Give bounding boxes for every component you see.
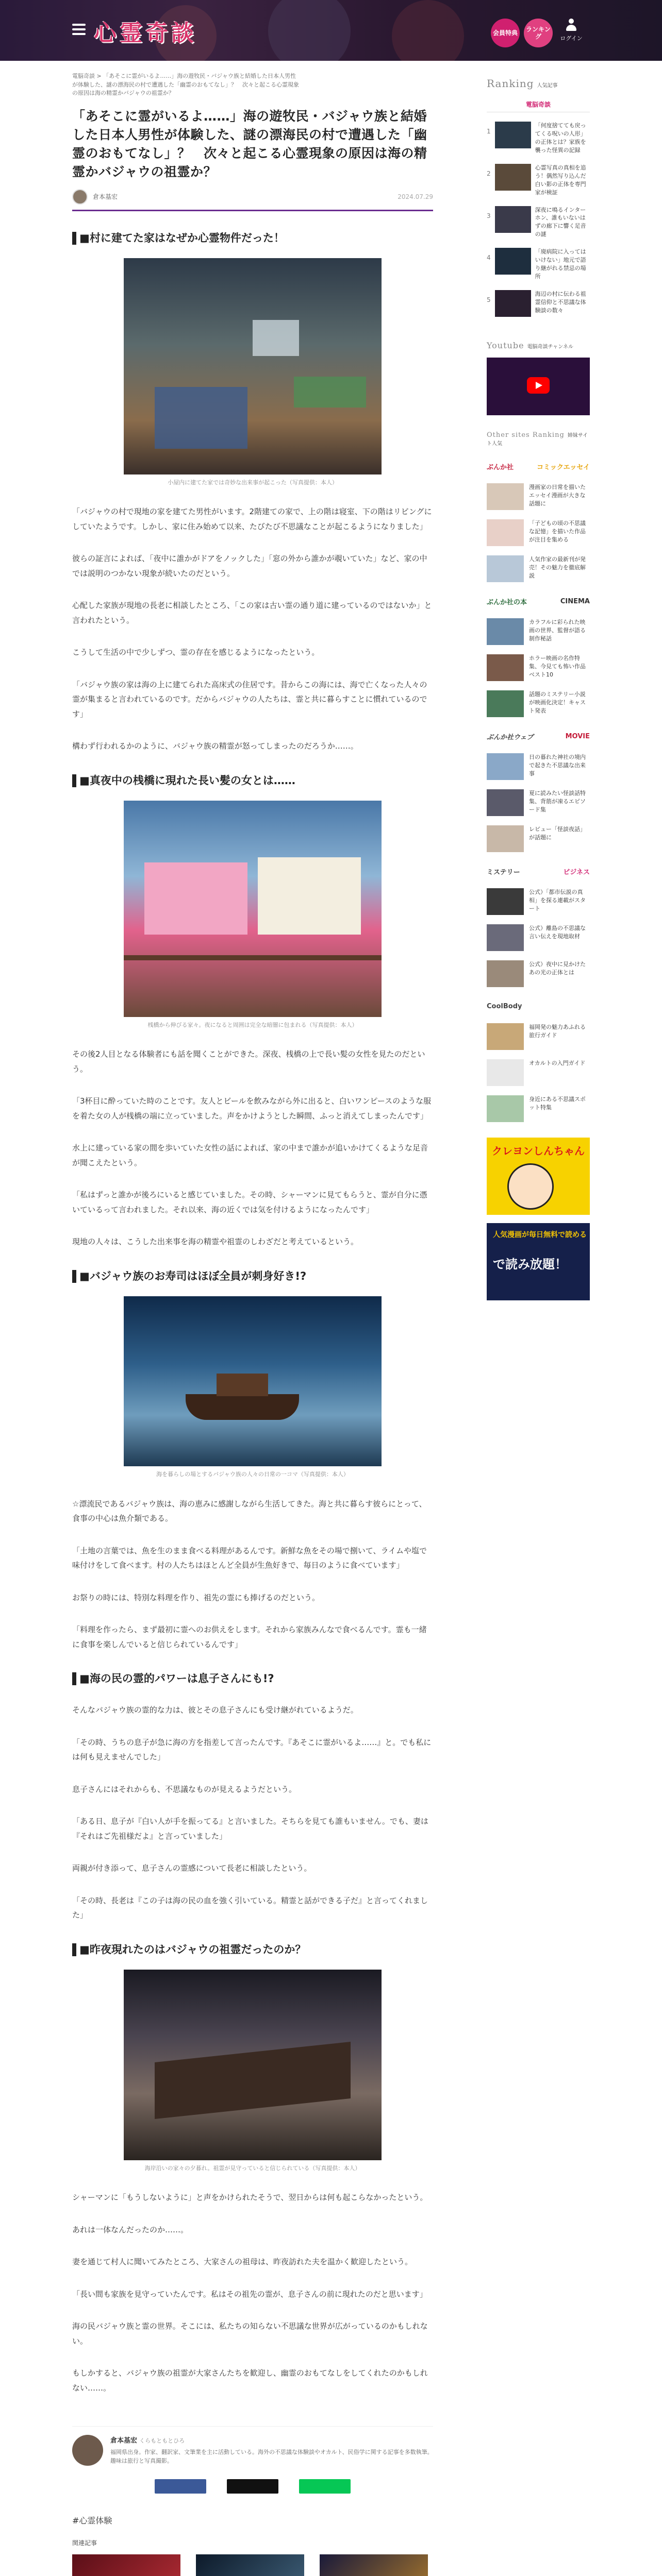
other-title: オカルトの入門ガイド bbox=[529, 1060, 586, 1066]
article-title: 「あそこに霊がいるよ……」海の遊牧民・バジャウ族と結婚した日本人男性が体験した、謎の漂海民の村で遭遇した「幽霊のおもてなし」？ 次々と起こる心霊現象の原因は海の精霊かバジャウの祖霊か？ bbox=[72, 108, 427, 180]
other-thumbnail bbox=[487, 1095, 524, 1122]
rank-number: 4 bbox=[487, 254, 491, 262]
ranking-thumbnail bbox=[495, 290, 531, 317]
paragraph: 「その時、うちの息子が急に海の方を指差して言ったんです。『あそこに霊がいるよ……』と。でも私には何も見えませんでした」 bbox=[72, 1737, 432, 1762]
x-share-button[interactable] bbox=[227, 2479, 278, 2494]
other-thumbnail bbox=[487, 555, 524, 582]
other-thumbnail bbox=[487, 825, 524, 852]
author-name[interactable]: 倉本基宏 bbox=[93, 193, 118, 200]
advertisement-banner[interactable] bbox=[487, 1138, 590, 1215]
line-share-button[interactable] bbox=[299, 2479, 351, 2494]
youtube-subtitle: 電脳奇談チャンネル bbox=[527, 344, 573, 350]
other-title: 公式）離島の不思議な言い伝えを現地取材 bbox=[529, 925, 586, 940]
ranking-item[interactable] bbox=[487, 206, 590, 239]
author-box-name[interactable]: 倉本基宏 bbox=[110, 2437, 138, 2445]
section-heading: ■真夜中の桟橋に現れた長い髪の女とは…… bbox=[72, 774, 433, 787]
ranking-title: Ranking bbox=[487, 77, 534, 90]
paragraph: こうして生活の中で少しずつ、霊の存在を感じるようになったという。 bbox=[72, 648, 320, 657]
paragraph: ☆漂流民であるバジャウ族は、海の恵みに感謝しながら生活してきた。海と共に暮らす彼らにとって、食事の中心は魚介類である。 bbox=[72, 1499, 427, 1523]
login-label: ログイン bbox=[560, 35, 583, 42]
partner-logo[interactable]: コミックエッセイ bbox=[537, 463, 590, 471]
other-site-item[interactable] bbox=[487, 888, 590, 915]
publish-date: 2024.07.29 bbox=[398, 193, 433, 200]
other-site-item[interactable] bbox=[487, 753, 590, 780]
rank-number: 2 bbox=[487, 170, 491, 177]
paragraph: 「私はずっと誰かが後ろにいると感じていました。その時、シャーマンに見てもらうと、霊が自分に憑いているって言われました。それ以来、海の近くでは気を付けるようになったんです」 bbox=[72, 1190, 427, 1214]
youtube-embed[interactable] bbox=[487, 358, 590, 415]
ranking-heading bbox=[487, 77, 590, 90]
paragraph: 妻を通じて村人に聞いてみたところ、大家さんの祖母は、昨夜訪れた夫を温かく歓迎したという。 bbox=[72, 2257, 413, 2267]
sidebar bbox=[487, 77, 590, 1300]
paragraph: 海の民バジャウ族と霊の世界。そこには、私たちの知らない不思議な世界が広がっているのかもしれない。 bbox=[72, 2321, 428, 2346]
other-site-item[interactable] bbox=[487, 789, 590, 816]
other-sites-title: Other sites Ranking bbox=[487, 431, 565, 439]
other-title: 「子どもの頃の不思議な記憶」を描いた作品が注目を集める bbox=[529, 520, 586, 543]
title-divider bbox=[72, 210, 433, 211]
coast-photo bbox=[124, 1970, 382, 2160]
partner-logos bbox=[487, 459, 590, 474]
ranking-title: 「何度捨てても戻ってくる呪いの人形」の正体とは？家族を襲った怪異の記録 bbox=[535, 122, 586, 154]
paragraph: 「土地の言葉では、魚を生のまま食べる料理があるんです。新鮮な魚をその場で捌いて、ライムや塩で味付けをして食べます。村の人たちはほとんど全員が生魚好きで、毎日のように食べています」 bbox=[72, 1546, 427, 1570]
other-site-item[interactable] bbox=[487, 519, 590, 546]
other-title: カラフルに彩られた映画の世界、監督が語る制作秘話 bbox=[529, 619, 586, 642]
other-sites-subtitle: 姉妹サイト人気 bbox=[487, 433, 588, 447]
ranking-thumbnail bbox=[495, 164, 531, 191]
paragraph: 「バジャウの村で現地の家を建てた男性がいます。2階建ての家で、上の階は寝室、下の階はリビングにしていたようです。しかし、家に住み始めて以来、たびたび不思議なことが起こるようになりました」 bbox=[72, 507, 432, 531]
ad-character bbox=[507, 1163, 554, 1210]
login-button[interactable] bbox=[556, 16, 587, 47]
partner-logo[interactable]: CoolBody bbox=[487, 1002, 522, 1010]
other-site-item[interactable] bbox=[487, 1095, 590, 1122]
section-heading: ■村に建てた家はなぜか心霊物件だった！ bbox=[72, 232, 433, 245]
article-figure bbox=[72, 1296, 433, 1479]
other-thumbnail bbox=[487, 888, 524, 915]
paragraph: 彼らの証言によれば、「夜中に誰かがドアをノックした」「窓の外から誰かが覗いていた」など、家の中では説明のつかない現象が続いたのだという。 bbox=[72, 554, 427, 578]
site-logo[interactable]: 心霊奇談 bbox=[94, 20, 197, 46]
ranking-item[interactable] bbox=[487, 248, 590, 281]
other-title: ホラー映画の名作特集、今見ても怖い作品ベスト10 bbox=[529, 655, 586, 678]
partner-logo[interactable]: ぶんか社 bbox=[487, 463, 514, 471]
advertisement-banner[interactable] bbox=[487, 1223, 590, 1300]
author-line bbox=[72, 189, 433, 205]
article-figure bbox=[72, 258, 433, 487]
ranking-item[interactable] bbox=[487, 122, 590, 155]
paragraph: 構わず行われるかのように、バジャウ族の精霊が怒ってしまったのだろうか……。 bbox=[72, 741, 358, 751]
figure-caption: 小屋内に建てた家では奇妙な出来事が起こった（写真提供：本人） bbox=[168, 479, 338, 486]
other-site-item[interactable] bbox=[487, 825, 590, 852]
other-title: 公式）夜中に見かけたあの光の正体とは bbox=[529, 961, 586, 976]
header-decoration bbox=[268, 0, 351, 61]
other-thumbnail bbox=[487, 618, 524, 645]
site-header bbox=[0, 0, 662, 61]
other-site-item[interactable] bbox=[487, 924, 590, 951]
youtube-title: Youtube bbox=[487, 341, 524, 350]
related-thumbnail[interactable] bbox=[196, 2554, 304, 2576]
menu-icon[interactable] bbox=[72, 24, 86, 35]
rank-number: 5 bbox=[487, 296, 491, 303]
figure-caption: 海岸沿いの家々の夕暮れ。祖霊が見守っていると信じられている（写真提供：本人） bbox=[144, 2164, 361, 2172]
ranking-title: 「廃病院に入ってはいけない」地元で語り継がれる禁忌の場所 bbox=[535, 248, 586, 280]
ranking-title: 心霊写真の真相を追う！偶然写り込んだ白い影の正体を専門家が検証 bbox=[535, 164, 586, 196]
paragraph: 「料理を作ったら、まず最初に霊へのお供えをします。それから家族みんなで食べるんです。霊も一緒に食事を楽しんでいると信じられているんです」 bbox=[72, 1625, 427, 1649]
article-figure bbox=[72, 801, 433, 1030]
paragraph: そんなバジャウ族の霊的な力は、彼とその息子さんにも受け継がれているようだ。 bbox=[72, 1705, 358, 1715]
other-title: 日の暮れた神社の境内で起きた不思議な出来事 bbox=[529, 754, 586, 777]
paragraph: 息子さんにはそれからも、不思議なものが見えるようだという。 bbox=[72, 1784, 297, 1794]
paragraph: その後2人目となる体験者にも話を聞くことができた。深夜、桟橋の上で長い髪の女性を見たのだという。 bbox=[72, 1049, 425, 1074]
article-figure bbox=[72, 1970, 433, 2173]
other-site-item[interactable] bbox=[487, 618, 590, 645]
paragraph: 「その時、長老は『この子は海の民の血を強く引いている。精霊と話ができる子だ』と言ってくれました」 bbox=[72, 1895, 428, 1920]
related-thumbnail[interactable] bbox=[320, 2554, 428, 2576]
facebook-share-button[interactable] bbox=[155, 2479, 206, 2494]
article-main bbox=[72, 72, 433, 2576]
boat-photo bbox=[124, 1296, 382, 1466]
partner-logos bbox=[487, 728, 590, 744]
figure-caption: 海を暮らしの場とするバジャウ族の人々の日常の一コマ（写真提供：本人） bbox=[156, 1471, 349, 1478]
stilt-house-photo bbox=[124, 801, 382, 1017]
partner-logo[interactable]: ビジネス bbox=[563, 868, 590, 876]
user-icon bbox=[565, 19, 578, 32]
ranking-title: 海辺の村に伝わる祖霊信仰と不思議な体験談の数々 bbox=[535, 291, 586, 314]
partner-logo[interactable]: CINEMA bbox=[560, 597, 590, 605]
other-title: 話題のミステリー小説が映画化決定！キャスト発表 bbox=[529, 691, 586, 714]
partner-logo[interactable]: ぶんか社ウェブ bbox=[487, 733, 534, 741]
other-title: 人気作家の最新刊が発売！その魅力を徹底解説 bbox=[529, 556, 586, 579]
other-thumbnail bbox=[487, 654, 524, 681]
other-site-item[interactable] bbox=[487, 960, 590, 987]
other-title: 身近にある不思議スポット特集 bbox=[529, 1096, 586, 1111]
ad-headline: で読み放題！ bbox=[493, 1257, 567, 1272]
related-heading: 関連記事 bbox=[72, 2539, 97, 2547]
ranking-subtitle: 人気記事 bbox=[537, 83, 558, 89]
other-thumbnail bbox=[487, 924, 524, 951]
other-thumbnail bbox=[487, 753, 524, 780]
figure-caption: 桟橋から伸びる家々。夜になると周囲は完全な暗闇に包まれる（写真提供：本人） bbox=[147, 1021, 358, 1028]
author-box bbox=[72, 2426, 433, 2466]
youtube-heading bbox=[487, 341, 590, 350]
other-title: 夏に読みたい怪談話特集、背筋が凍るエピソード集 bbox=[529, 790, 586, 813]
rank-number: 3 bbox=[487, 212, 491, 219]
member-button[interactable]: 会員特典 bbox=[491, 19, 520, 47]
paragraph: 「ある日、息子が『白い人が手を振ってる』と言いました。そちらを見ても誰もいません。でも、妻は『それはご先祖様だよ』と言っていました」 bbox=[72, 1817, 428, 1841]
play-icon[interactable] bbox=[527, 377, 550, 394]
ranking-title: 深夜に鳴るインターホン、誰もいないはずの廊下に響く足音の謎 bbox=[535, 206, 586, 238]
section-heading: ■海の民の霊的パワーは息子さんにも!? bbox=[72, 1672, 433, 1685]
ad-title: クレヨンしんちゃん bbox=[492, 1145, 585, 1157]
other-thumbnail bbox=[487, 483, 524, 510]
other-thumbnail bbox=[487, 1023, 524, 1050]
other-site-item[interactable] bbox=[487, 555, 590, 582]
author-avatar[interactable] bbox=[72, 189, 88, 205]
other-site-item[interactable] bbox=[487, 483, 590, 510]
paragraph: 現地の人々は、こうした出来事を海の精霊や祖霊のしわざだと考えているという。 bbox=[72, 1237, 359, 1247]
other-title: レビュー「怪談夜話」が話題に bbox=[529, 826, 586, 841]
other-site-item[interactable] bbox=[487, 1023, 590, 1050]
paragraph: 「3杯目に酔っていた時のことです。友人とビールを飲みながら外に出ると、白いワンピースのような服を着た女の人が桟橋の端に立っていました。声をかけようとした瞬間、ふっと消えてしまったんです」 bbox=[72, 1096, 432, 1121]
share-buttons bbox=[72, 2479, 433, 2494]
other-site-item[interactable] bbox=[487, 1059, 590, 1086]
author-bio: 福岡県出身。作家、翻訳家、文筆業を主に活動している。海外の不思議な体験談やオカルト、民俗学に関する記事を多数執筆。趣味は旅行と写真撮影。 bbox=[110, 2449, 433, 2465]
ranking-thumbnail bbox=[495, 206, 531, 233]
paragraph: 心配した家族が現地の長老に相談したところ、「この家は古い霊の通り道に建っているのではないか」と言われたという。 bbox=[72, 601, 432, 625]
author-box-reading: くらもともとひろ bbox=[139, 2437, 185, 2445]
other-title: 福岡発の魅力あふれる旅行ガイド bbox=[529, 1024, 586, 1039]
ranking-thumbnail bbox=[495, 122, 531, 148]
other-thumbnail bbox=[487, 789, 524, 816]
other-site-item[interactable] bbox=[487, 654, 590, 681]
partner-logo[interactable]: ミステリー bbox=[487, 868, 520, 876]
ranking-thumbnail bbox=[495, 248, 531, 275]
other-thumbnail bbox=[487, 960, 524, 987]
ranking-item[interactable] bbox=[487, 290, 590, 317]
partner-logos bbox=[487, 863, 590, 879]
room-photo bbox=[124, 258, 382, 474]
other-site-item[interactable] bbox=[487, 690, 590, 717]
ad-title: 人気漫画が毎日無料で読める bbox=[493, 1231, 587, 1239]
section-heading: ■昨夜現れたのはバジャウの祖霊だったのか？ bbox=[72, 1943, 433, 1956]
article-tag[interactable]: #心霊体験 bbox=[72, 2516, 112, 2526]
paragraph: あれは一体なんだったのか……。 bbox=[72, 2225, 189, 2234]
other-sites-heading bbox=[487, 431, 590, 447]
related-articles bbox=[72, 2554, 433, 2576]
ranking-button[interactable]: ランキング bbox=[524, 19, 553, 47]
partner-logo[interactable]: MOVIE bbox=[565, 732, 590, 740]
other-thumbnail bbox=[487, 690, 524, 717]
paragraph: 「バジャウ族の家は海の上に建てられた高床式の住居です。昔からこの海には、海で亡くなった人々の霊が集まると言われているのです。だからバジャウの人たちは、霊と共に暮らすことに慣れているのです」 bbox=[72, 680, 427, 719]
ranking-item[interactable] bbox=[487, 164, 590, 197]
other-title: 漫画家の日常を描いたエッセイ漫画が大きな話題に bbox=[529, 484, 586, 507]
ranking-tab[interactable]: 電脳奇談 bbox=[525, 101, 551, 108]
partner-logos bbox=[487, 594, 590, 609]
paragraph: 両親が付き添って、息子さんの霊感について長老に相談したという。 bbox=[72, 1863, 312, 1873]
other-thumbnail bbox=[487, 1059, 524, 1086]
other-thumbnail bbox=[487, 519, 524, 546]
partner-logo[interactable]: ぶんか社の本 bbox=[487, 598, 527, 606]
other-title: 公式）「都市伝説の真相」を探る連載がスタート bbox=[529, 889, 586, 912]
paragraph: シャーマンに「もうしないように」と声をかけられたそうで、翌日からは何も起こらなかったという。 bbox=[72, 2193, 428, 2202]
related-thumbnail[interactable] bbox=[72, 2554, 180, 2576]
breadcrumb[interactable]: 電脳奇談 > 「あそこに霊がいるよ……」海の遊牧民・バジャウ族と結婚した日本人男性が体験した、謎の漂海民の村で遭遇した「幽霊のおもてなし」？ 次々と起こる心霊現象の原因は海の精霊かバジャウの祖霊か？ bbox=[72, 73, 299, 96]
paragraph: お祭りの時には、特別な料理を作り、祖先の霊にも捧げるのだという。 bbox=[72, 1592, 320, 1602]
section-heading: ■バジャウ族のお寿司はほぼ全員が刺身好き!? bbox=[72, 1270, 433, 1283]
paragraph: もしかすると、バジャウ族の祖霊が大家さんたちを歓迎し、幽霊のおもてなしをしてくれたのかもしれない……。 bbox=[72, 2368, 428, 2393]
author-avatar[interactable] bbox=[72, 2435, 103, 2466]
paragraph: 「長い間も家族を見守っていたんです。私はその祖先の霊が、息子さんの前に現れたのだと思います」 bbox=[72, 2289, 427, 2299]
paragraph: 水上に建っている家の間を歩いていた女性の話によれば、家の中まで誰かが追いかけてくるような足音が聞こえたという。 bbox=[72, 1143, 428, 1167]
rank-number: 1 bbox=[487, 128, 491, 135]
partner-logos bbox=[487, 998, 590, 1014]
